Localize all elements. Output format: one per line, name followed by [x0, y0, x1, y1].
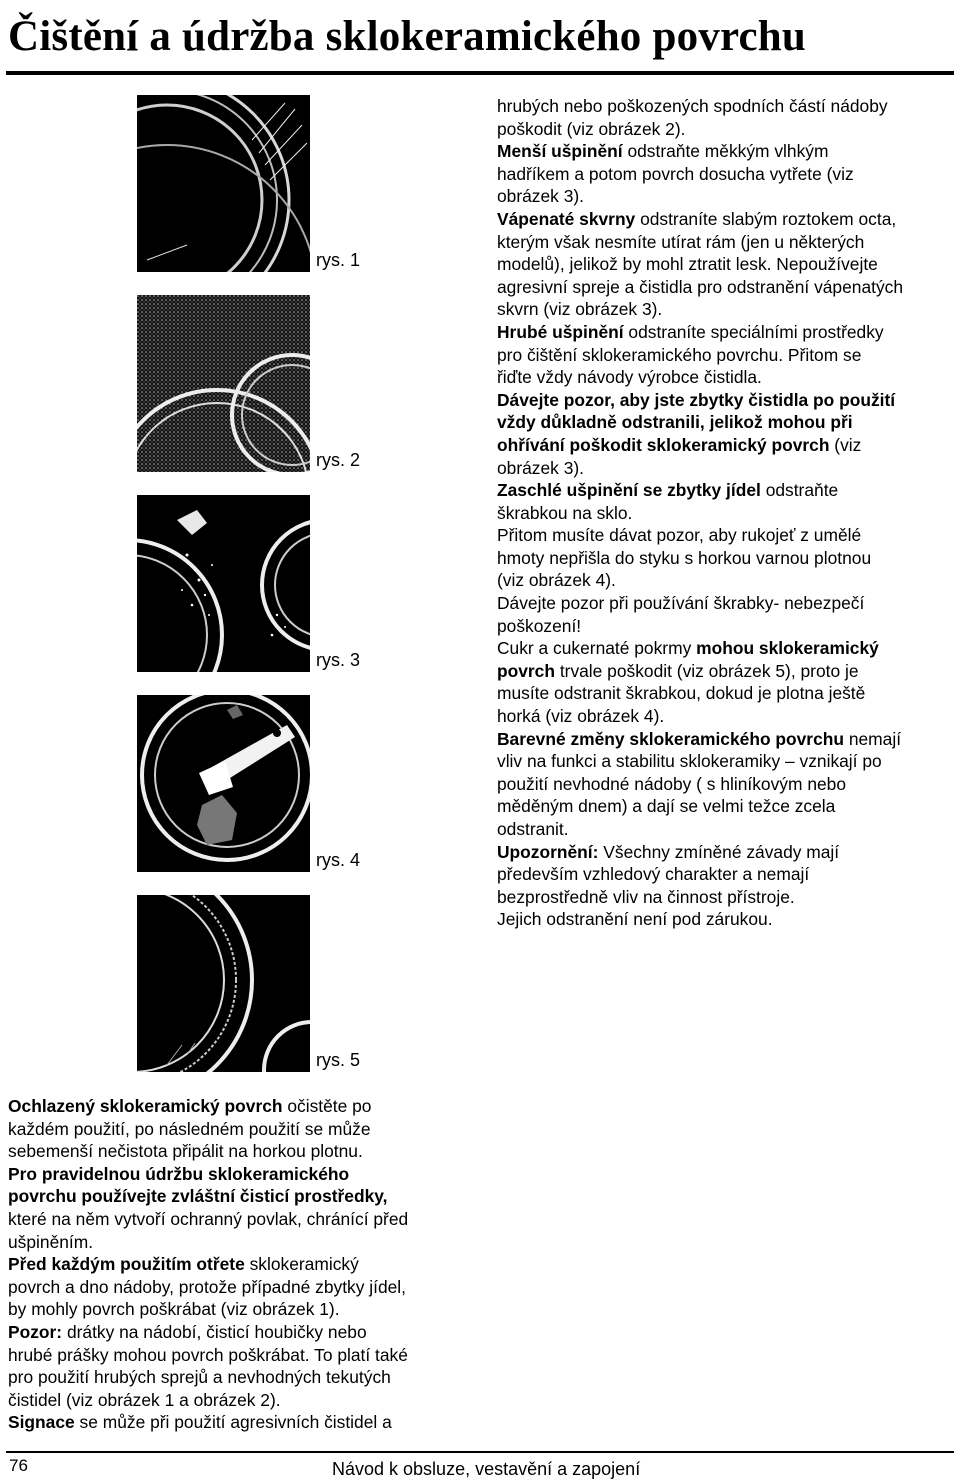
text-segment: odstraníte speciálními prostředky	[623, 321, 884, 342]
text-line	[497, 434, 903, 457]
text-line	[8, 1118, 408, 1141]
text-line	[8, 1344, 408, 1367]
text-line	[497, 298, 903, 321]
text-line	[8, 1411, 408, 1434]
bold-text-segment: ohřívání poškodit sklokeramický povrch	[497, 434, 830, 455]
page-title: Čištění a údržba sklokeramického povrchu	[8, 13, 806, 60]
text-line	[497, 231, 903, 254]
text-segment: odstraňte měkkým vlhkým	[622, 141, 829, 162]
text-segment: trvale poškodit (viz obrázek 5), proto je	[554, 660, 859, 681]
text-line	[497, 140, 903, 163]
text-segment: každém použití, po následném použití se může	[8, 1118, 371, 1139]
cooktop-scraper-illustration	[137, 695, 310, 872]
text-segment: agresivní spreje a čistidla pro odstranění vápenatých	[497, 276, 904, 297]
text-segment: obrázek 3).	[497, 457, 584, 478]
bold-text-segment: Hrubé ušpinění	[497, 321, 624, 342]
bold-text-segment: Zaschlé ušpinění se zbytky jídel	[497, 480, 761, 501]
bold-text-segment: Ochlazený sklokeramický povrch	[8, 1096, 283, 1116]
footer-text: Návod k obsluze, vestavění a zapojení	[332, 1459, 641, 1479]
text-line	[8, 1140, 408, 1163]
text-line	[497, 908, 903, 931]
figure-5	[137, 895, 310, 1072]
text-segment: Jejich odstranění není pod zárukou.	[497, 909, 773, 930]
bold-text-segment: Pozor:	[8, 1321, 63, 1342]
text-segment: měděným dnem) a dají se velmi težce zcela	[497, 796, 836, 817]
right-column-text	[497, 95, 903, 931]
text-segment: které na něm vytvoří ochranný povlak, chránící před	[8, 1208, 409, 1229]
figure-4-caption: rys. 4	[316, 850, 361, 870]
text-segment: musíte odstranit škrabkou, dokud je plotna ještě	[497, 683, 866, 704]
text-line	[497, 569, 903, 592]
figure-4	[137, 695, 310, 872]
text-line	[8, 1253, 408, 1276]
text-line	[8, 1095, 408, 1118]
text-segment: nemají	[844, 728, 902, 749]
text-segment: očistěte po	[282, 1096, 372, 1116]
text-line	[497, 344, 903, 367]
text-line	[8, 1389, 408, 1412]
text-segment: kterým však nesmíte utírat rám (jen u některých	[497, 231, 865, 252]
text-line	[497, 163, 903, 186]
text-line	[8, 1298, 408, 1321]
text-segment: Dávejte pozor při používání škrabky- nebezpečí	[497, 593, 865, 614]
text-line	[497, 253, 903, 276]
text-line	[497, 208, 903, 231]
text-line	[497, 728, 903, 751]
text-line	[497, 411, 903, 434]
text-segment: odstraňte	[760, 480, 839, 501]
text-segment: odstranit.	[497, 819, 569, 839]
text-segment: se může při použití agresivních čistidel a	[74, 1412, 392, 1433]
text-segment: Přitom musíte dávat pozor, aby rukojeť z umělé	[497, 525, 862, 546]
text-segment: sebemenší nečistota připálit na horkou plotnu.	[8, 1141, 363, 1162]
text-segment: hadříkem a potom povrch dosucha vytřete (viz	[497, 163, 854, 184]
text-line	[497, 660, 903, 683]
text-segment: vliv na funkci a stabilitu sklokeramiky – vznikají po	[497, 751, 882, 772]
figure-2	[137, 295, 310, 472]
figure-5-caption: rys. 5	[316, 1050, 361, 1070]
figure-3-caption: rys. 3	[316, 650, 361, 670]
text-line	[497, 637, 903, 660]
footer-rule	[6, 1451, 954, 1453]
left-column-text	[8, 1095, 408, 1434]
title-rule	[6, 71, 954, 75]
bold-text-segment: Signace	[8, 1412, 75, 1433]
page-number: 76	[9, 1456, 28, 1475]
bold-text-segment: Pro pravidelnou údržbu sklokeramického	[8, 1163, 350, 1184]
figure-1-caption: rys. 1	[316, 250, 361, 270]
text-line	[8, 1276, 408, 1299]
text-line	[497, 389, 903, 412]
text-segment: obrázek 3).	[497, 186, 584, 207]
text-segment: hmoty nepřišla do styku s horkou varnou plotnou	[497, 547, 872, 568]
text-segment: ušpiněním.	[8, 1231, 94, 1252]
text-line	[8, 1208, 408, 1231]
text-line	[497, 592, 903, 615]
text-segment: povrch a dno nádoby, protože případné zbytky jídel,	[8, 1276, 406, 1297]
bold-text-segment: Menší ušpinění	[497, 141, 623, 162]
text-segment: čistidel (viz obrázek 1 a obrázek 2).	[8, 1389, 281, 1410]
text-line	[497, 185, 903, 208]
text-line	[497, 750, 903, 773]
text-line	[8, 1366, 408, 1389]
text-segment: (viz	[829, 434, 862, 455]
text-line	[497, 95, 903, 118]
text-segment: Všechny zmíněné závady mají	[598, 841, 840, 862]
text-line	[497, 479, 903, 502]
text-line	[497, 457, 903, 480]
cooktop-dotted-surface-illustration	[137, 295, 310, 472]
text-segment: bezprostředně vliv na činnost přístroje.	[497, 886, 795, 907]
text-line	[8, 1185, 408, 1208]
bold-text-segment: povrch	[497, 660, 555, 681]
text-segment: řiďte vždy návody výrobce čistidla.	[497, 367, 762, 388]
bold-text-segment: Před každým použitím otřete	[8, 1254, 245, 1275]
bold-text-segment: Dávejte pozor, aby jste zbytky čistidla po použití	[497, 389, 896, 410]
cooktop-with-stains-illustration	[137, 495, 310, 672]
bold-text-segment: vždy důkladně odstranili, jelikož mohou při	[497, 412, 853, 433]
text-segment: modelů), jelikož by mohl ztratit lesk. Nepoužívejte	[497, 254, 878, 275]
text-line	[497, 615, 903, 638]
text-line	[497, 795, 903, 818]
text-segment: by mohly povrch poškrábat (viz obrázek 1).	[8, 1299, 340, 1320]
text-line	[497, 863, 903, 886]
text-segment: pro použití hrubých sprejů a nevhodných tekutých	[8, 1367, 391, 1388]
text-segment: poškození!	[497, 615, 582, 636]
bold-text-segment: mohou sklokeramický	[696, 638, 879, 659]
bold-text-segment: Barevné změny sklokeramického povrchu	[497, 728, 844, 749]
text-segment: (viz obrázek 4).	[497, 570, 616, 591]
text-segment: Cukr a cukernaté pokrmy	[497, 638, 697, 659]
bold-text-segment: povrchu používejte zvláštní čisticí prostředky,	[8, 1186, 388, 1207]
text-segment: pro čištění sklokeramického povrchu. Přitom se	[497, 344, 862, 365]
text-line	[8, 1163, 408, 1186]
text-segment: především vzhledový charakter a nemají	[497, 864, 810, 885]
text-line	[497, 818, 903, 841]
text-line	[497, 321, 903, 344]
text-segment: použití nevhodné nádoby ( s hliníkovým nebo	[497, 773, 847, 794]
text-line	[497, 276, 903, 299]
bold-text-segment: Upozornění:	[497, 841, 599, 862]
text-segment: škrabkou na sklo.	[497, 502, 633, 523]
text-line	[497, 682, 903, 705]
text-line	[497, 524, 903, 547]
text-line	[8, 1321, 408, 1344]
text-line	[8, 1231, 408, 1254]
text-line	[497, 841, 903, 864]
text-line	[497, 705, 903, 728]
text-line	[497, 118, 903, 141]
text-line	[497, 502, 903, 525]
text-segment: drátky na nádobí, čisticí houbičky nebo	[62, 1321, 367, 1342]
text-segment: skvrn (viz obrázek 3).	[497, 299, 663, 320]
text-segment: horká (viz obrázek 4).	[497, 706, 665, 727]
text-segment: odstraníte slabým roztokem octa,	[635, 208, 897, 229]
text-segment: hrubé prášky mohou povrch poškrábat. To platí také	[8, 1344, 408, 1365]
text-line	[497, 547, 903, 570]
text-line	[497, 773, 903, 796]
figure-1	[137, 95, 310, 272]
text-line	[497, 886, 903, 909]
figure-2-caption: rys. 2	[316, 450, 361, 470]
text-segment: hrubých nebo poškozených spodních částí nádoby	[497, 96, 888, 116]
figure-3	[137, 495, 310, 672]
bold-text-segment: Vápenaté skvrny	[497, 208, 636, 229]
cooktop-damaged-rings-illustration	[137, 895, 310, 1072]
text-segment: poškodit (viz obrázek 2).	[497, 118, 686, 139]
text-segment: sklokeramický	[244, 1254, 359, 1275]
text-line	[497, 366, 903, 389]
scratched-cooktop-illustration	[137, 95, 310, 272]
